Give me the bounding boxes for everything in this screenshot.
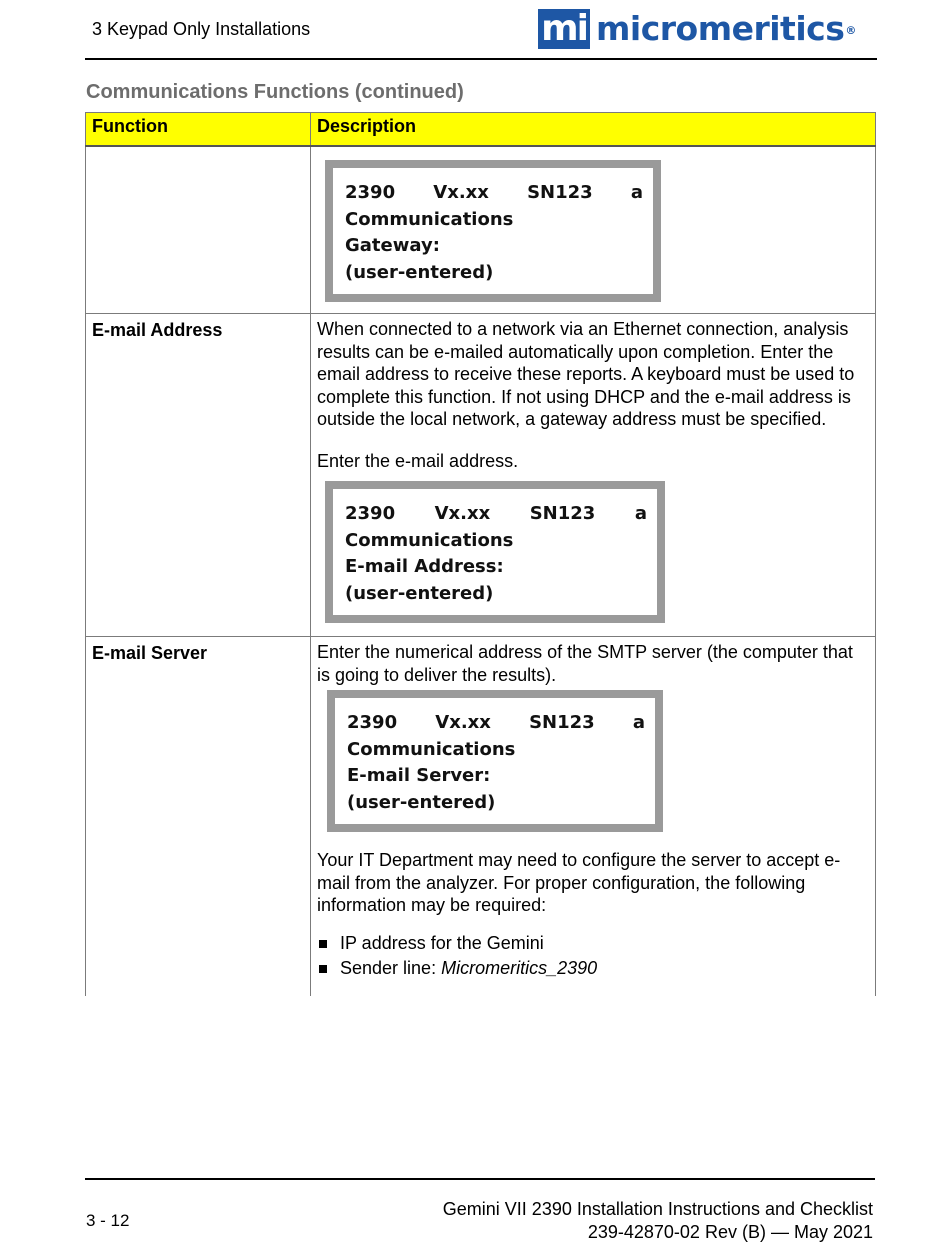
logo-mark: mi [538, 9, 590, 49]
function-cell-email-address: E-mail Address [86, 314, 311, 637]
lcd-display-email-server: 2390 Vx.xx SN123 a Communications E-mail Server: (user-entered) [327, 690, 663, 832]
lcd-display-gateway: 2390 Vx.xx SN123 a Communications Gateway: (user-entered) [325, 160, 661, 302]
document-number: 239-42870-02 Rev (B) — May 2021 [587, 1222, 873, 1242]
function-cell [86, 146, 311, 314]
description-paragraph: Your IT Department may need to configure the server to accept e-mail from the analyzer. For proper configuration, the following information may be required: [317, 850, 841, 915]
footer-document-info [443, 1198, 873, 1244]
footer-rule [85, 1178, 875, 1180]
description-paragraph: Enter the e-mail address. [317, 450, 519, 471]
table-header-row [86, 113, 876, 147]
description-cell [311, 146, 876, 314]
lcd-display-email-address: 2390 Vx.xx SN123 a Communications E-mail Address: (user-entered) [325, 481, 665, 623]
chapter-title: 3 Keypad Only Installations [92, 19, 311, 39]
function-cell-email-server: E-mail Server [86, 637, 311, 997]
communications-functions-table [85, 112, 876, 996]
table-row [86, 314, 876, 637]
section-title: Communications Functions (continued) [86, 81, 464, 103]
description-cell [311, 314, 876, 637]
requirements-list [317, 931, 869, 981]
list-item: Sender line: Micromeritics_2390 [317, 956, 869, 981]
description-cell [311, 637, 876, 997]
lcd-status-line: 2390 Vx.xx SN123 a [345, 182, 643, 203]
micromeritics-logo [538, 7, 856, 51]
registered-mark: ® [845, 24, 856, 37]
logo-text: micromeritics® [596, 9, 856, 48]
table-row [86, 146, 876, 314]
lcd-status-line: 2390 Vx.xx SN123 a [347, 712, 645, 733]
lcd-status-line: 2390 Vx.xx SN123 a [345, 503, 647, 524]
page-number: 3 - 12 [86, 1211, 130, 1230]
column-header-description: Description [311, 113, 876, 147]
column-header-function: Function [86, 113, 311, 147]
sender-line-value: Micromeritics_2390 [441, 957, 598, 978]
document-title: Gemini VII 2390 Installation Instructions and Checklist [442, 1199, 873, 1219]
list-item: IP address for the Gemini [317, 931, 869, 956]
table-row [86, 637, 876, 997]
description-paragraph: Enter the numerical address of the SMTP server (the computer that is going to deliver the results). [317, 642, 853, 685]
header-rule [85, 58, 877, 60]
description-paragraph: When connected to a network via an Ethernet connection, analysis results can be e-mailed automatically upon completion. Enter the email address to receive these reports. A keyboard must be used to complete this function. If not using DHCP and the e-mail address is outside the local network, a gateway address must be specified. [317, 319, 855, 429]
